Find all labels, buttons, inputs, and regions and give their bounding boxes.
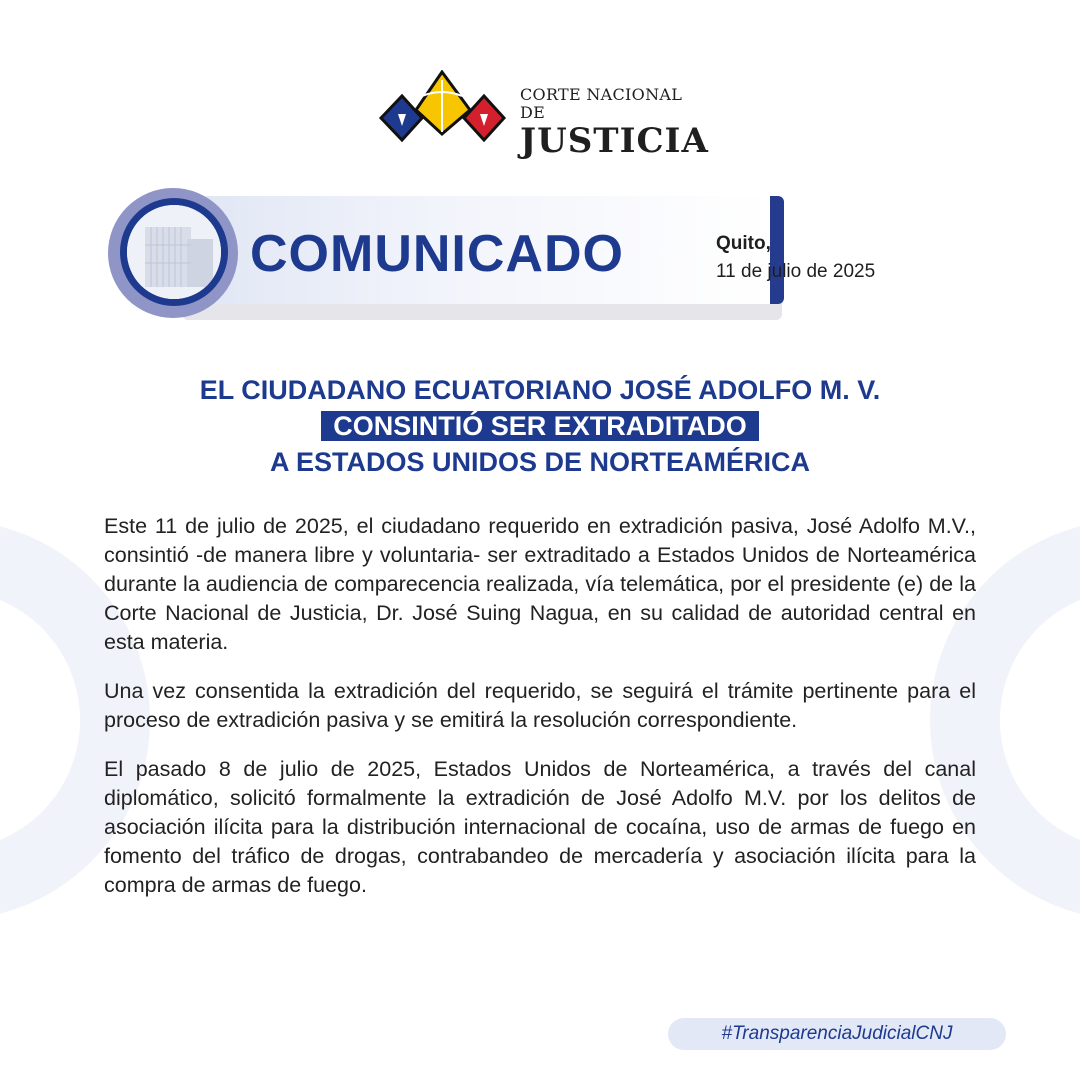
place-date: [716, 230, 875, 286]
banner-circle: [108, 188, 238, 318]
cnj-logo: [378, 70, 709, 161]
body-text: [104, 512, 976, 920]
comunicado-banner: [108, 188, 688, 326]
cnj-emblem-icon: [378, 70, 518, 150]
hashtag-badge: #TransparenciaJudicialCNJ: [668, 1018, 1006, 1050]
paragraph-3: El pasado 8 de julio de 2025, Estados Unidos de Norteamérica, a través del canal diplomático, solicitó formalmente la extradición de José Adolfo M.V. por los delitos de asociación ilícita para la distribución internacional de cocaína, uso de armas de fuego en fomento del tráfico de drogas, contrabandeo de mercadería y asociación ilícita para la compra de armas de fuego.: [104, 757, 976, 897]
logo-text-line1: CORTE NACIONAL DE: [520, 85, 683, 122]
logo-text-line2: JUSTICIA: [520, 121, 709, 161]
paragraph-1: Este 11 de julio de 2025, el ciudadano requerido en extradición pasiva, José Adolfo M.V., consintió -de manera libre y voluntaria- ser extraditado a Estados Unidos de Norteamérica durante la audiencia de comparecencia realizada, vía telemática, por el presidente (e) de la Corte Nacional de Justicia, Dr. José Suing Nagua, en su calidad de autoridad central en esta materia.: [104, 514, 976, 654]
banner-title: COMUNICADO: [250, 225, 624, 283]
date-label: 11 de julio de 2025: [716, 261, 876, 282]
building-image: [120, 198, 228, 306]
headline-line1: EL CIUDADANO ECUATORIANO JOSÉ ADOLFO M. V.: [199, 375, 881, 405]
headline: [0, 372, 1080, 480]
headline-line3: A ESTADOS UNIDOS DE NORTEAMÉRICA: [269, 447, 811, 477]
place-label: Quito,: [716, 233, 771, 254]
headline-highlight: CONSINTIÓ SER EXTRADITADO: [321, 411, 759, 441]
paragraph-2: Una vez consentida la extradición del requerido, se seguirá el trámite pertinente para el proceso de extradición pasiva y se emitirá la resolución correspondiente.: [104, 679, 976, 732]
